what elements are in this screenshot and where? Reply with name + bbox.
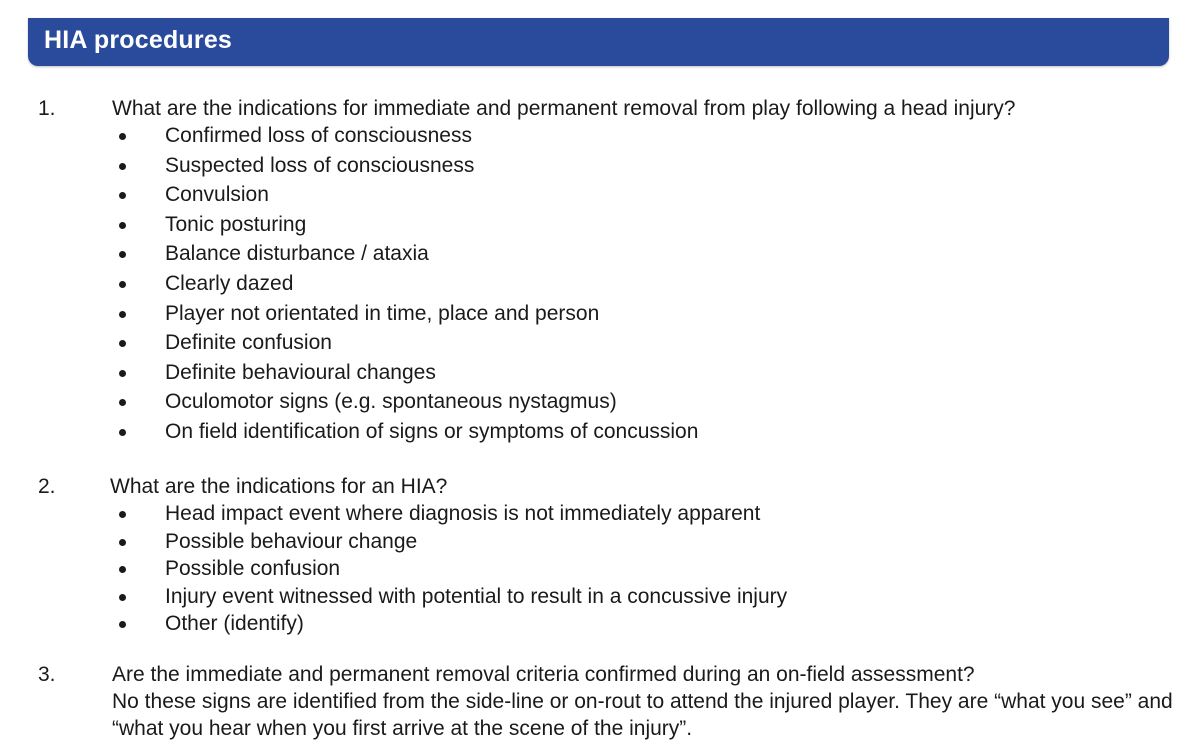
bullet-icon [119,621,126,628]
bullet-icon [119,192,126,199]
list-item-label: Definite confusion [165,331,332,355]
list-item-label: On field identification of signs or symptoms of concussion [165,419,699,443]
question-number: 1. [38,97,56,120]
bullet-icon [119,539,126,546]
list-item-label: Other (identify) [165,612,304,636]
bullet-icon [119,511,126,518]
question-text: Are the immediate and permanent removal criteria confirmed during an on-field assessment? [112,663,975,686]
list-item-label: Oculomotor signs (e.g. spontaneous nystagmus) [165,390,617,414]
bullet-icon [119,429,126,436]
list-item-label: Suspected loss of consciousness [165,153,475,177]
bullet-icon [119,566,126,573]
bullet-icon [119,594,126,601]
answer-text: No these signs are identified from the side-line or on-rout to attend the injured player. They are “what you see” and “what you hear when you first arrive at the scene of the injury”. [112,690,1173,740]
bullet-icon [119,370,126,377]
bullet-icon [119,133,126,140]
question-text: What are the indications for immediate and permanent removal from play following a head injury? [112,97,1016,120]
section-header-bar [28,18,1169,66]
question-text: What are the indications for an HIA? [110,475,448,498]
list-item-label: Tonic posturing [165,212,307,236]
list-item-label: Head impact event where diagnosis is not immediately apparent [165,502,761,525]
question-number: 3. [38,663,56,686]
list-item-label: Possible behaviour change [165,529,418,553]
section-title: HIA procedures [44,26,233,54]
list-item-label: Possible confusion [165,557,341,581]
list-item-label: Definite behavioural changes [165,360,436,384]
question-number: 2. [38,475,56,498]
list-item-label: Balance disturbance / ataxia [165,242,429,266]
bullet-icon [119,222,126,229]
bullet-icon [119,251,126,258]
list-item-label: Confirmed loss of consciousness [165,124,472,147]
list-item-label: Player not orientated in time, place and person [165,301,600,325]
bullet-icon [119,340,126,347]
list-item-label: Injury event witnessed with potential to result in a concussive injury [165,584,788,608]
bullet-icon [119,281,126,288]
list-item-label: Clearly dazed [165,271,294,295]
list-item-label: Convulsion [165,183,269,207]
bullet-icon [119,311,126,318]
bullet-icon [119,163,126,170]
bullet-icon [119,399,126,406]
